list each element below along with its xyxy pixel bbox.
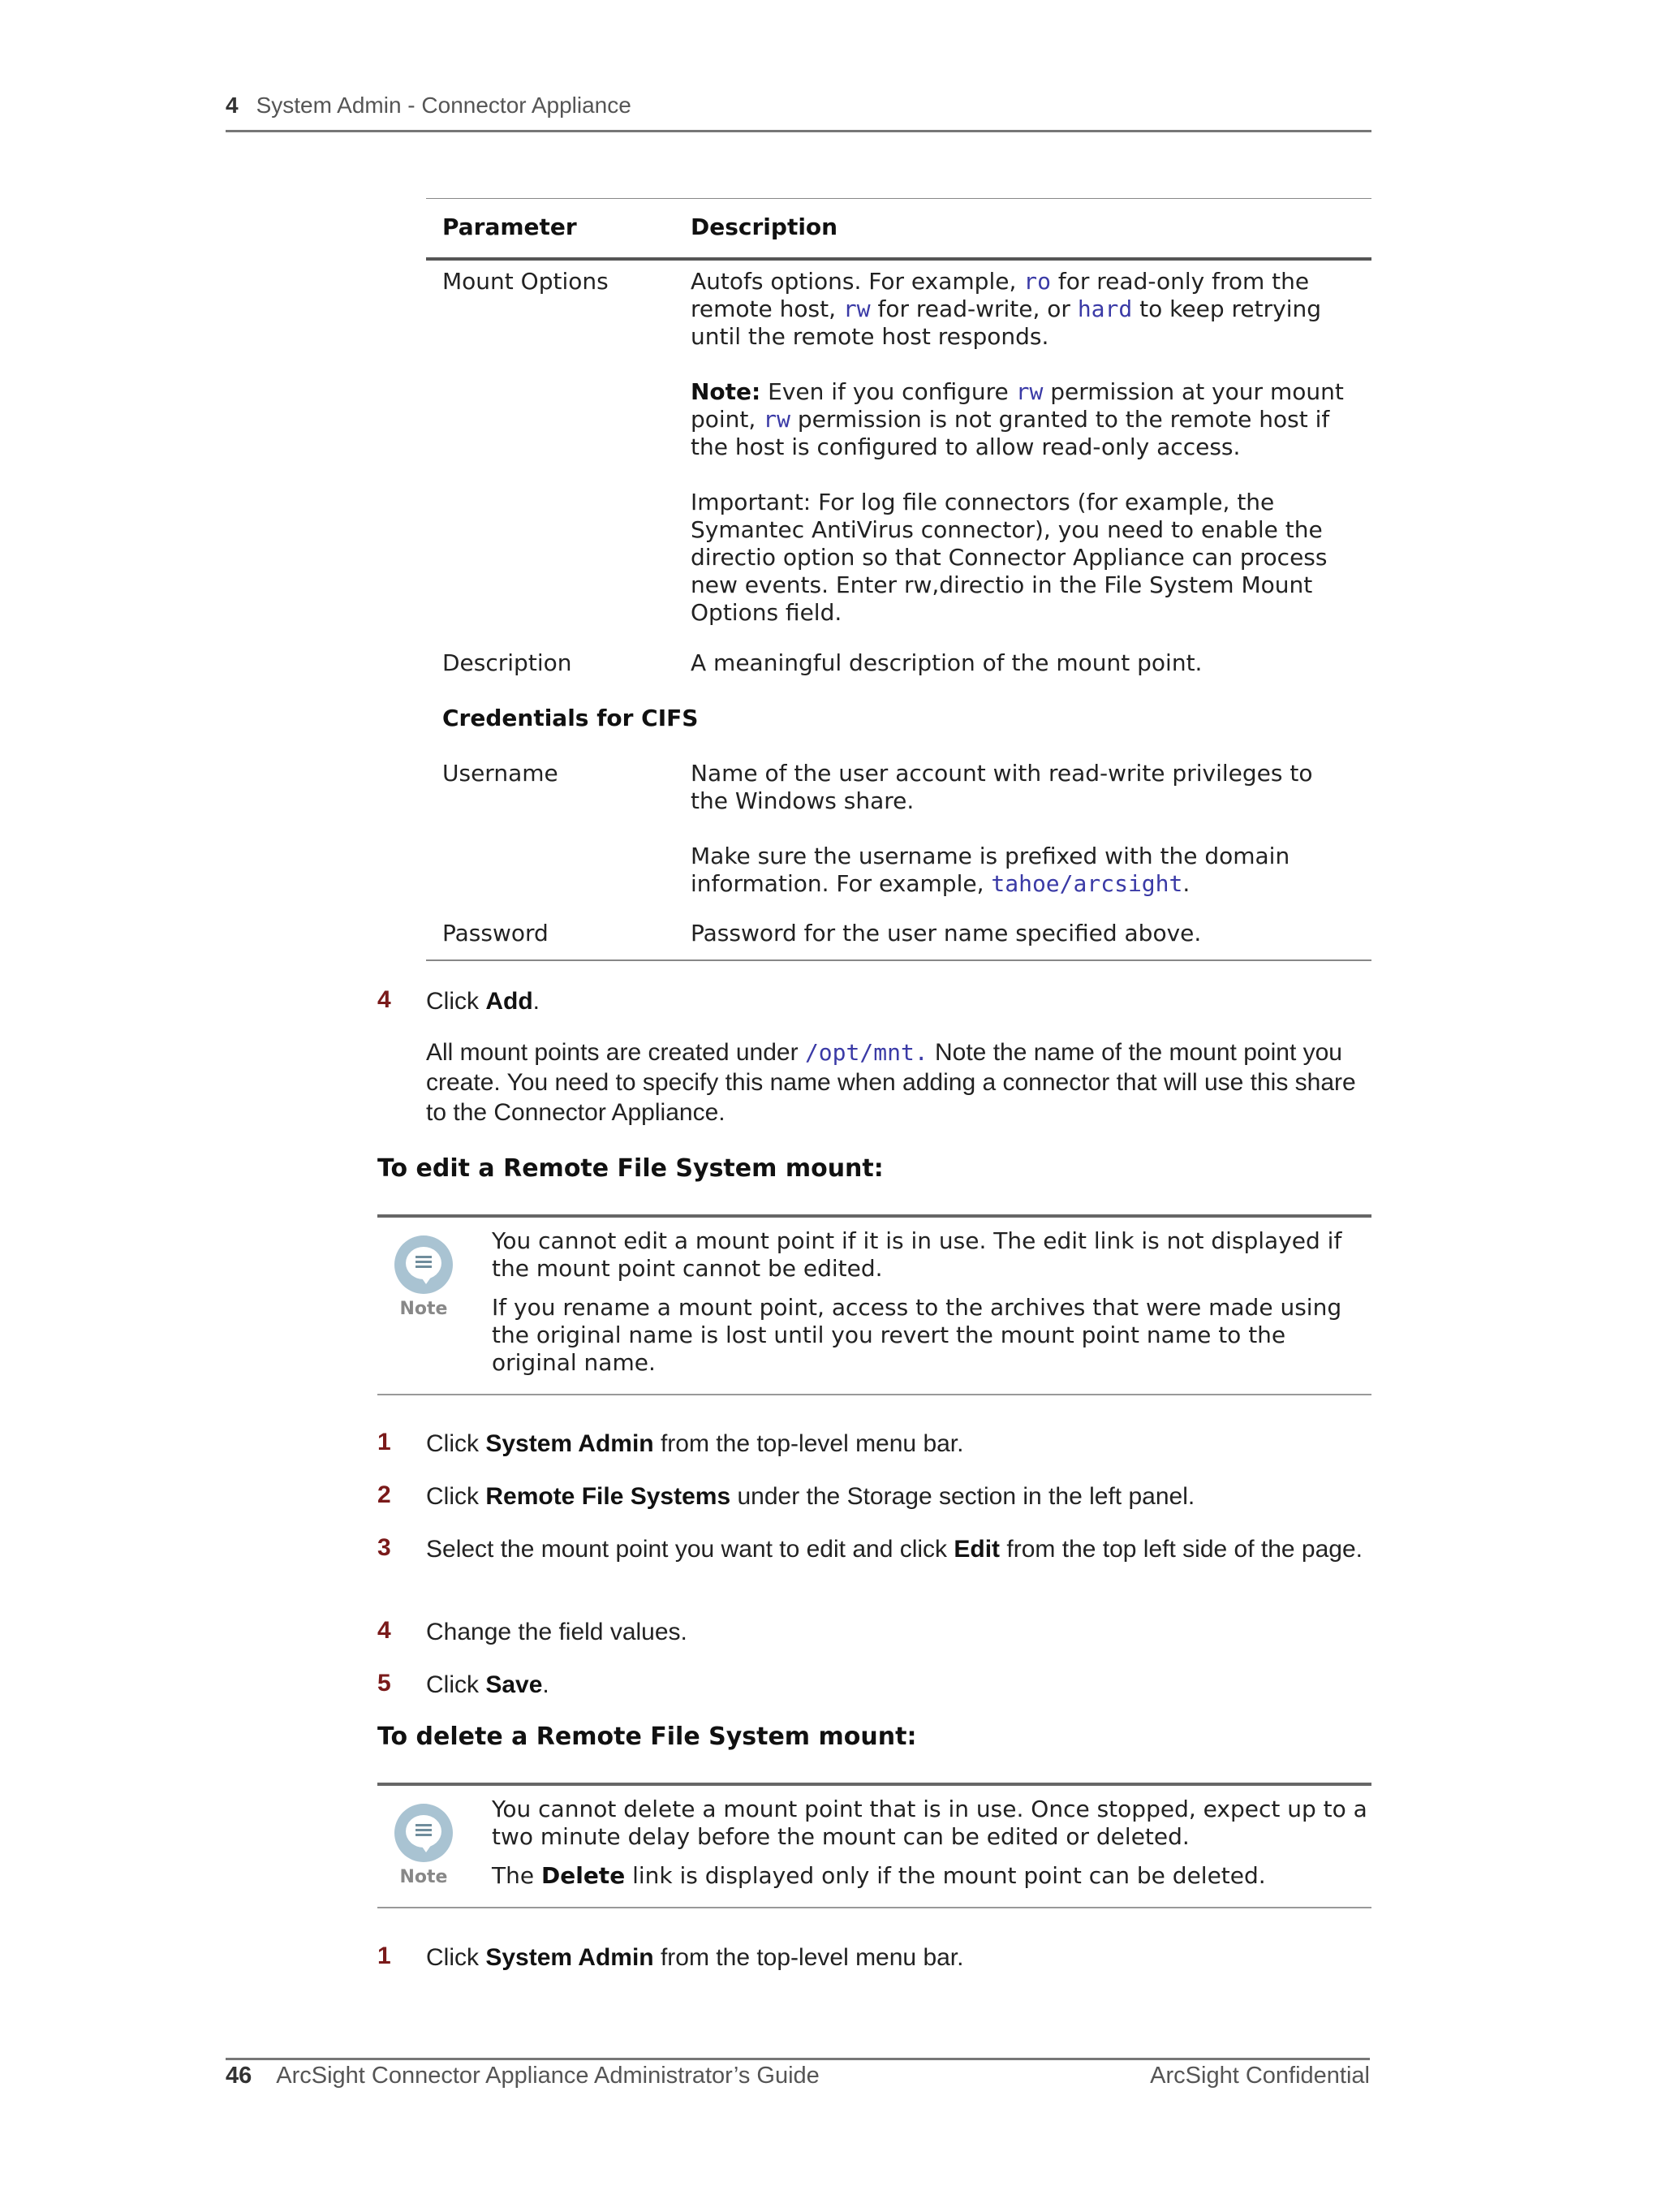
note-delete-p2: The Delete link is displayed only if the mount point can be deleted. xyxy=(492,1862,1266,1889)
step-add-paragraph: All mount points are created under /opt/mnt. Note the name of the mount point you create. You need to specify this name when adding a connector that will use this share to the Connector Appliance. xyxy=(426,1039,1356,1126)
note-edit-p2: If you rename a mount point, access to the archives that were made using the original name is lost until you revert the mount point name to the original name. xyxy=(492,1294,1342,1376)
param-username: Username xyxy=(442,760,558,787)
code-rw: rw xyxy=(842,295,871,322)
code-tahoe-arcsight: tahoe/arcsight xyxy=(991,870,1183,897)
desc-mount-options-p1: Autofs options. For example, ro for read-only from the remote host, rw for read-write, or hard to keep retrying until the remote host responds. xyxy=(691,268,1321,350)
table-header-description: Description xyxy=(691,213,838,240)
note-icon xyxy=(390,1235,458,1319)
chapter-title: System Admin - Connector Appliance xyxy=(256,93,631,118)
table-top-rule xyxy=(426,198,1371,199)
note-edit-top-rule xyxy=(377,1214,1371,1218)
chapter-number: 4 xyxy=(226,93,239,118)
guide-title: ArcSight Connector Appliance Administrator’s Guide xyxy=(276,2063,820,2089)
step-number: 2 xyxy=(377,1481,391,1508)
page-number: 46 xyxy=(226,2063,252,2089)
desc-mount-options-important: Important: For log file connectors (for example, the Symantec AntiVirus connector), you need to enable the directio option so that Connector Appliance can process new events. Enter rw,directio in the File System Mount Options field. xyxy=(691,489,1328,626)
param-description: Description xyxy=(442,649,572,676)
note-label: Note xyxy=(399,1867,448,1887)
footer-confidential: ArcSight Confidential xyxy=(1150,2063,1370,2089)
step-number: 1 xyxy=(377,1943,391,1969)
step-number: 3 xyxy=(377,1534,391,1561)
note-delete-p1: You cannot delete a mount point that is in use. Once stopped, expect up to a two minute delay before the mount can be edited or deleted. xyxy=(492,1796,1367,1850)
desc-mount-options-note: Note: Even if you configure rw permission at your mount point, rw permission is not granted to the remote host if the host is configured to allow read-only access. xyxy=(691,378,1344,460)
step-number: 4 xyxy=(377,1617,391,1644)
footer-left xyxy=(226,2063,820,2089)
param-password: Password xyxy=(442,920,549,946)
note-delete-top-rule xyxy=(377,1783,1371,1786)
note-edit-bottom-rule xyxy=(377,1394,1371,1395)
running-header xyxy=(226,93,631,119)
header-rule xyxy=(226,130,1371,132)
delete-step-1: Click System Admin from the top-level menu bar. xyxy=(426,1944,964,1971)
table-header-rule xyxy=(426,257,1371,261)
desc-description: A meaningful description of the mount point. xyxy=(691,649,1203,676)
note-edit-p1: You cannot edit a mount point if it is in use. The edit link is not displayed if the mount point cannot be edited. xyxy=(492,1227,1342,1282)
desc-username-p2: Make sure the username is prefixed with the domain information. For example, tahoe/arcsight. xyxy=(691,843,1290,897)
step-add: Click Add. xyxy=(426,988,540,1015)
code-opt-mnt: /opt/mnt. xyxy=(804,1039,928,1066)
edit-step-2: Click Remote File Systems under the Storage section in the left panel. xyxy=(426,1483,1195,1510)
credentials-heading: Credentials for CIFS xyxy=(442,705,699,731)
desc-password: Password for the user name specified above. xyxy=(691,920,1202,946)
code-hard: hard xyxy=(1077,295,1133,322)
edit-heading: To edit a Remote File System mount: xyxy=(377,1154,884,1183)
table-header-parameter: Parameter xyxy=(442,213,577,240)
desc-username-p1: Name of the user account with read-write privileges to the Windows share. xyxy=(691,760,1313,814)
note-label: Note xyxy=(399,1299,448,1319)
edit-step-3: Select the mount point you want to edit and click Edit from the top left side of the page. xyxy=(426,1536,1363,1563)
note-icon xyxy=(390,1804,458,1887)
step-number: 1 xyxy=(377,1429,391,1455)
table-bottom-rule xyxy=(426,959,1371,961)
step-number: 4 xyxy=(377,986,391,1013)
edit-step-4: Change the field values. xyxy=(426,1619,687,1645)
footer-rule xyxy=(226,2058,1370,2060)
step-number: 5 xyxy=(377,1670,391,1697)
note-delete-bottom-rule xyxy=(377,1907,1371,1908)
edit-step-5: Click Save. xyxy=(426,1671,549,1698)
code-ro: ro xyxy=(1023,268,1051,295)
edit-step-1: Click System Admin from the top-level menu bar. xyxy=(426,1430,964,1457)
param-mount-options: Mount Options xyxy=(442,268,609,295)
delete-heading: To delete a Remote File System mount: xyxy=(377,1723,917,1751)
